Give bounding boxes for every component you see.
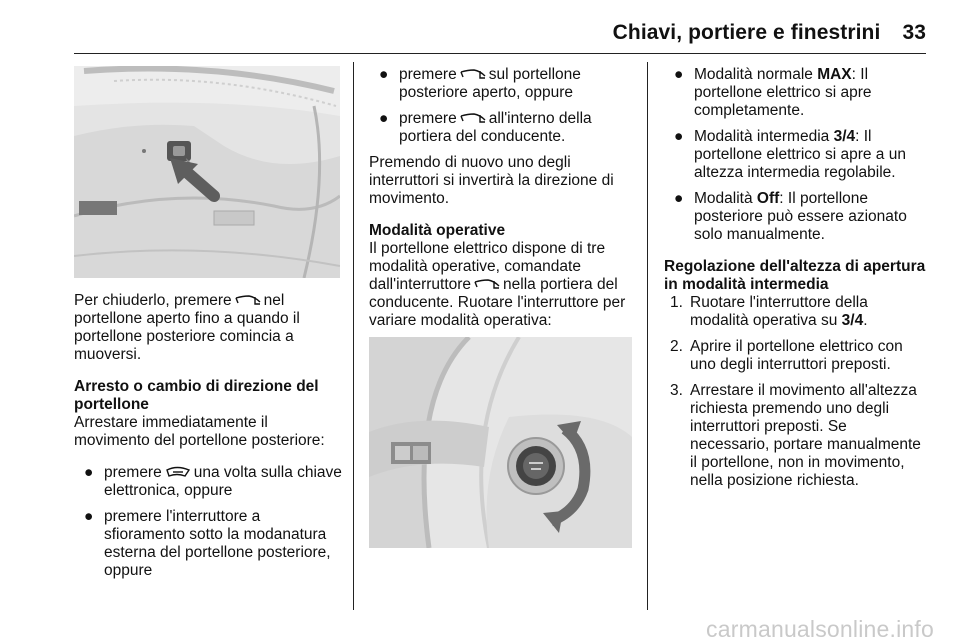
stop-bullet-list [74,464,344,580]
list-item: ● Modalità Off: Il portellone posteriore può essere azionato solo manualmente. [674,190,907,243]
right-column [664,66,928,498]
section-title-modes: Modalità operative [369,222,506,239]
reverse-direction-paragraph: Premendo di nuovo uno degli interruttori si invertirà la direzione di movimento. [369,154,614,207]
column-divider-2 [647,62,648,610]
modes-paragraph: Il portellone elettrico dispone di tre modalità operative, comandate dall'interruttore nella portiera del conducente. Ruotare l'interruttore per variare modalità operativa: [369,240,626,329]
list-item: ● premere sul portellone posteriore aperto, oppure [379,66,581,101]
list-item: ● premere una volta sulla chiave elettronica, oppure [84,464,342,499]
list-item: 2. Aprire il portellone elettrico con uno degli interruttori preposti. [670,338,903,373]
mode-switch-illustration [369,337,632,548]
list-item: ● premere l'interruttore a sfioramento sotto la modanatura esterna del portellone posteriore, oppure [84,508,331,579]
page-title: Chiavi, portiere e finestrini [612,21,881,44]
section-text-stop: Arrestare immediatamente il movimento del portellone posteriore: [74,414,325,449]
watermark: carmanualsonline.info [706,616,934,642]
middle-column [369,66,635,344]
tailgate-icon [474,278,500,292]
tailgate-icon [235,294,261,308]
tailgate-switch-illustration [74,66,340,278]
list-item: 3. Arrestare il movimento all'altezza richiesta premendo uno degli interruttori preposti. Se necessario, portare manualmente il portellone, non in movimento, nella posizione richiesta. [670,382,921,489]
left-column [74,292,344,592]
list-item: ● Modalità normale MAX: Il portellone elettrico si apre completamente. [674,66,872,119]
list-item: ● premere all'interno della portiera del conducente. [379,110,592,145]
intro-paragraph: Per chiuderlo, premere nel portellone aperto fino a quando il portellone posteriore comincia a muoversi. [74,292,300,363]
header-rule [74,53,926,54]
modes-bullet-list [664,66,928,244]
tailgate-icon [460,112,486,126]
page-number: 33 [902,21,926,44]
stop-bullet-list-continued [369,66,635,146]
list-item: ● Modalità intermedia 3/4: Il portellone elettrico si apre a un altezza intermedia regolabile. [674,128,906,181]
tailgate-icon [460,68,486,82]
list-item: 1. Ruotare l'interruttore della modalità operativa su 3/4. [670,294,868,329]
section-title-stop: Arresto o cambio di direzione del portellone [74,378,319,413]
key-fob-tailgate-icon [165,464,191,480]
column-divider-1 [353,62,354,610]
page-header [612,21,926,44]
height-steps-list [664,294,928,490]
section-title-height: Regolazione dell'altezza di apertura in modalità intermedia [664,258,926,293]
